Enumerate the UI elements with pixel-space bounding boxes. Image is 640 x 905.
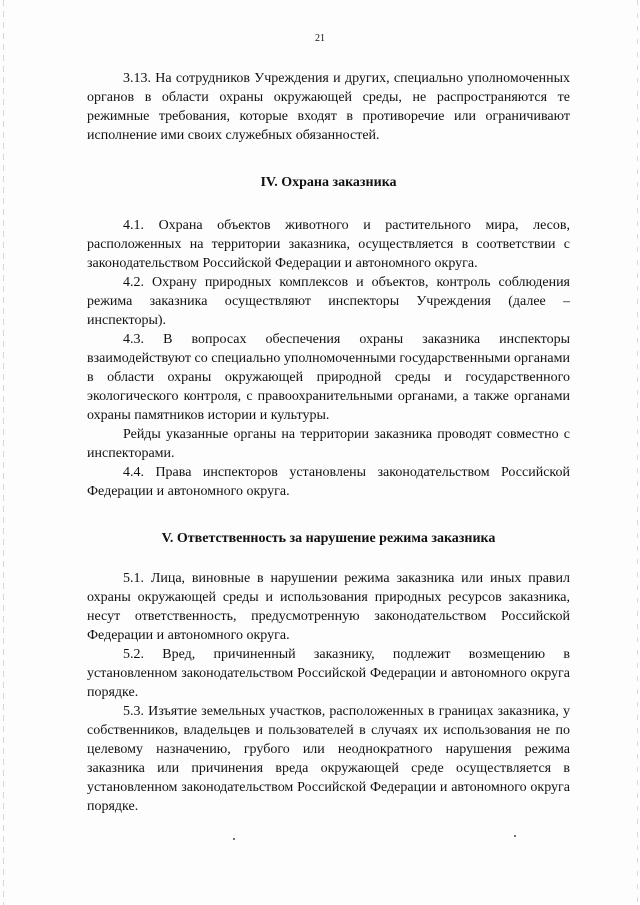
scan-edge-left <box>3 0 4 905</box>
scan-speck <box>514 835 516 837</box>
paragraph-4-3: 4.3. В вопросах обеспечения охраны заказника инспекторы взаимодействуют со специально уполномоченными государственными органами в области охраны окружающей природной среды и государственного экологического контроля, с правоохранительными органами, а также органами охраны памятников истории и культуры. <box>87 332 570 423</box>
page-number: 21 <box>315 33 325 44</box>
paragraph-5-2: 5.2. Вред, причиненный заказнику, подлежит возмещению в установленном законодательством Российской Федерации и автономного округа порядке. <box>87 647 570 700</box>
section-4-heading: IV. Охрана заказника <box>260 175 397 190</box>
paragraph-3-13: 3.13. На сотрудников Учреждения и других, специально уполномоченных органов в области охраны окружающей среды, не распространяются те режимные требования, которые входят в противоречие или ограничивают исполнение ими своих служебных обязанностей. <box>87 71 570 143</box>
paragraph-4-1: 4.1. Охрана объектов животного и растительного мира, лесов, расположенных на территории заказника, осуществляется в соответствии с законодательством Российской Федерации и автономного округа. <box>87 218 570 271</box>
paragraph-5-1: 5.1. Лица, виновные в нарушении режима заказника или иных правил охраны окружающей среды и использования природных ресурсов заказника, несут ответственность, предусмотренную законодательством Российской Федерации и автономного округа. <box>87 571 570 643</box>
paragraph-4-2: 4.2. Охрану природных комплексов и объектов, контроль соблюдения режима заказника осуществляют инспекторы Учреждения (далее – инспекторы). <box>87 275 570 328</box>
document-body <box>87 69 570 816</box>
scan-edge-right <box>637 0 638 905</box>
paragraph-4-4: 4.4. Права инспекторов установлены законодательством Российской Федерации и автономного округа. <box>87 465 570 499</box>
section-5-heading: V. Ответственность за нарушение режима заказника <box>161 531 496 546</box>
scan-speck <box>233 838 235 840</box>
paragraph-5-3: 5.3. Изъятие земельных участков, расположенных в границах заказника, у собственников, владельцев и пользователей в случаях их использования не по целевому назначению, грубого или неоднократного нарушения режима заказника или причинения вреда окружающей среде осуществляется в установленном законодательством Российской Федерации и автономного округа порядке. <box>87 704 570 814</box>
paragraph-4-3-raids: Рейды указанные органы на территории заказника проводят совместно с инспекторами. <box>87 427 570 461</box>
